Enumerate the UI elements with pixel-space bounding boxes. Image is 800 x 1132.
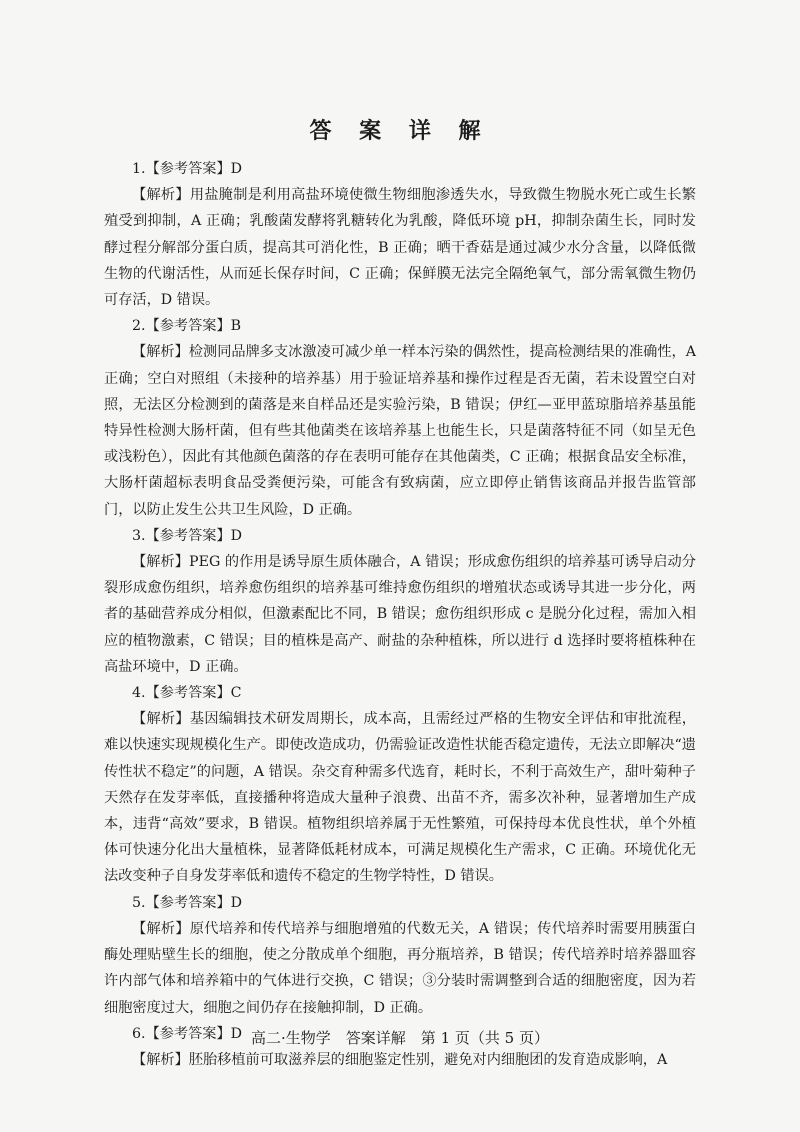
question-2-analysis: 【解析】检测同品牌多支冰激凌可减少单一样本污染的偶然性，提高检测结果的准确性，A 正确；空白对照组（未接种的培养基）用于验证培养基和操作过程是否无菌，若未设置空白对照，无法区分检测到的菌落是来自样品还是实验污染，B 错误；伊红—亚甲蓝琼脂培养基虽能特异性检测大肠杆菌，但有些其他菌类在该培养基上也能生长，只是菌落特征不同（如呈无色或浅粉色），因此有其他颜色菌落的存在表明可能存在其他菌类，C 正确；根据食品安全标准，大肠杆菌超标表明食品受粪便污染，可能含有致病菌，应立即停止销售该商品并报告监管部门，以防止发生公共卫生风险，D 正确。 (104, 344, 696, 518)
question-5-answer: 5.【参考答案】D (132, 894, 243, 911)
question-2-answer: 2.【参考答案】B (132, 318, 242, 335)
question-3-analysis: 【解析】PEG 的作用是诱导原生质体融合，A 错误；形成愈伤组织的培养基可诱导启动分裂形成愈伤组织，培养愈伤组织的培养基可维持愈伤组织的增殖状态或诱导其进一步分化，两者的基础营养成分相似，但激素配比不同，B 错误；愈伤组织形成 c 是脱分化过程，需加入相应的植物激素，C 错误；目的植株是高产、耐盐的杂种植株，所以进行 d 选择时要将植株种在高盐环境中，D 正确。 (104, 554, 696, 675)
page-title: 答 案 详 解 (309, 119, 491, 144)
page-footer: 高二·生物学 答案详解 第 1 页（共 5 页） (251, 1029, 549, 1047)
question-1-answer: 1.【参考答案】D (132, 161, 243, 177)
answer-content (104, 156, 696, 1073)
question-4-analysis: 【解析】基因编辑技术研发周期长，成本高，且需经过严格的生物安全评估和审批流程，难以快速实现规模化生产。即使改造成功，仍需验证改造性状能否稳定遗传，无法立即解决“遗传性状不稳定”的问题，A 错误。杂交育种需多代选育，耗时长，不利于高效生产，甜叶菊种子天然存在发芽率低，直接播种将造成大量种子浪费、出苗不齐，需多次补种，显著增加生产成本，违背“高效”要求，B 错误。植物组织培养属于无性繁殖，可保持母本优良性状，单个外植体可快速分化出大量植株，显著降低耗材成本，可满足规模化生产需求，C 正确。环境优化无法改变种子自身发芽率低和遗传不稳定的生物学特性，D 错误。 (104, 711, 696, 885)
question-6-analysis: 【解析】胚胎移植前可取滋养层的细胞鉴定性别，避免对内细胞团的发育造成影响，A (132, 1051, 668, 1068)
question-4-answer: 4.【参考答案】C (132, 685, 242, 702)
question-6-answer: 6.【参考答案】D (132, 1025, 243, 1042)
question-5-analysis: 【解析】原代培养和传代培养与细胞增殖的代数无关，A 错误；传代培养时需要用胰蛋白酶处理贴壁生长的细胞，使之分散成单个细胞，再分瓶培养，B 错误；传代培养时培养器皿容许内部气体和培养箱中的气体进行交换，C 错误；③分装时需调整到合适的细胞密度，因为若细胞密度过大，细胞之间仍存在接触抑制，D 正确。 (104, 920, 696, 1016)
question-3-answer: 3.【参考答案】D (132, 527, 243, 544)
question-1-analysis: 【解析】用盐腌制是利用高盐环境使微生物细胞渗透失水，导致微生物脱水死亡或生长繁殖受到抑制，A 正确；乳酸菌发酵将乳糖转化为乳酸，降低环境 pH，抑制杂菌生长，同时发酵过程分解部分蛋白质，提高其可消化性，B 正确；晒干香菇是通过减少水分含量，以降低微生物的代谢活性，从而延长保存时间，C 正确；保鲜膜无法完全隔绝氧气，部分需氧微生物仍可存活，D 错误。 (104, 187, 696, 309)
